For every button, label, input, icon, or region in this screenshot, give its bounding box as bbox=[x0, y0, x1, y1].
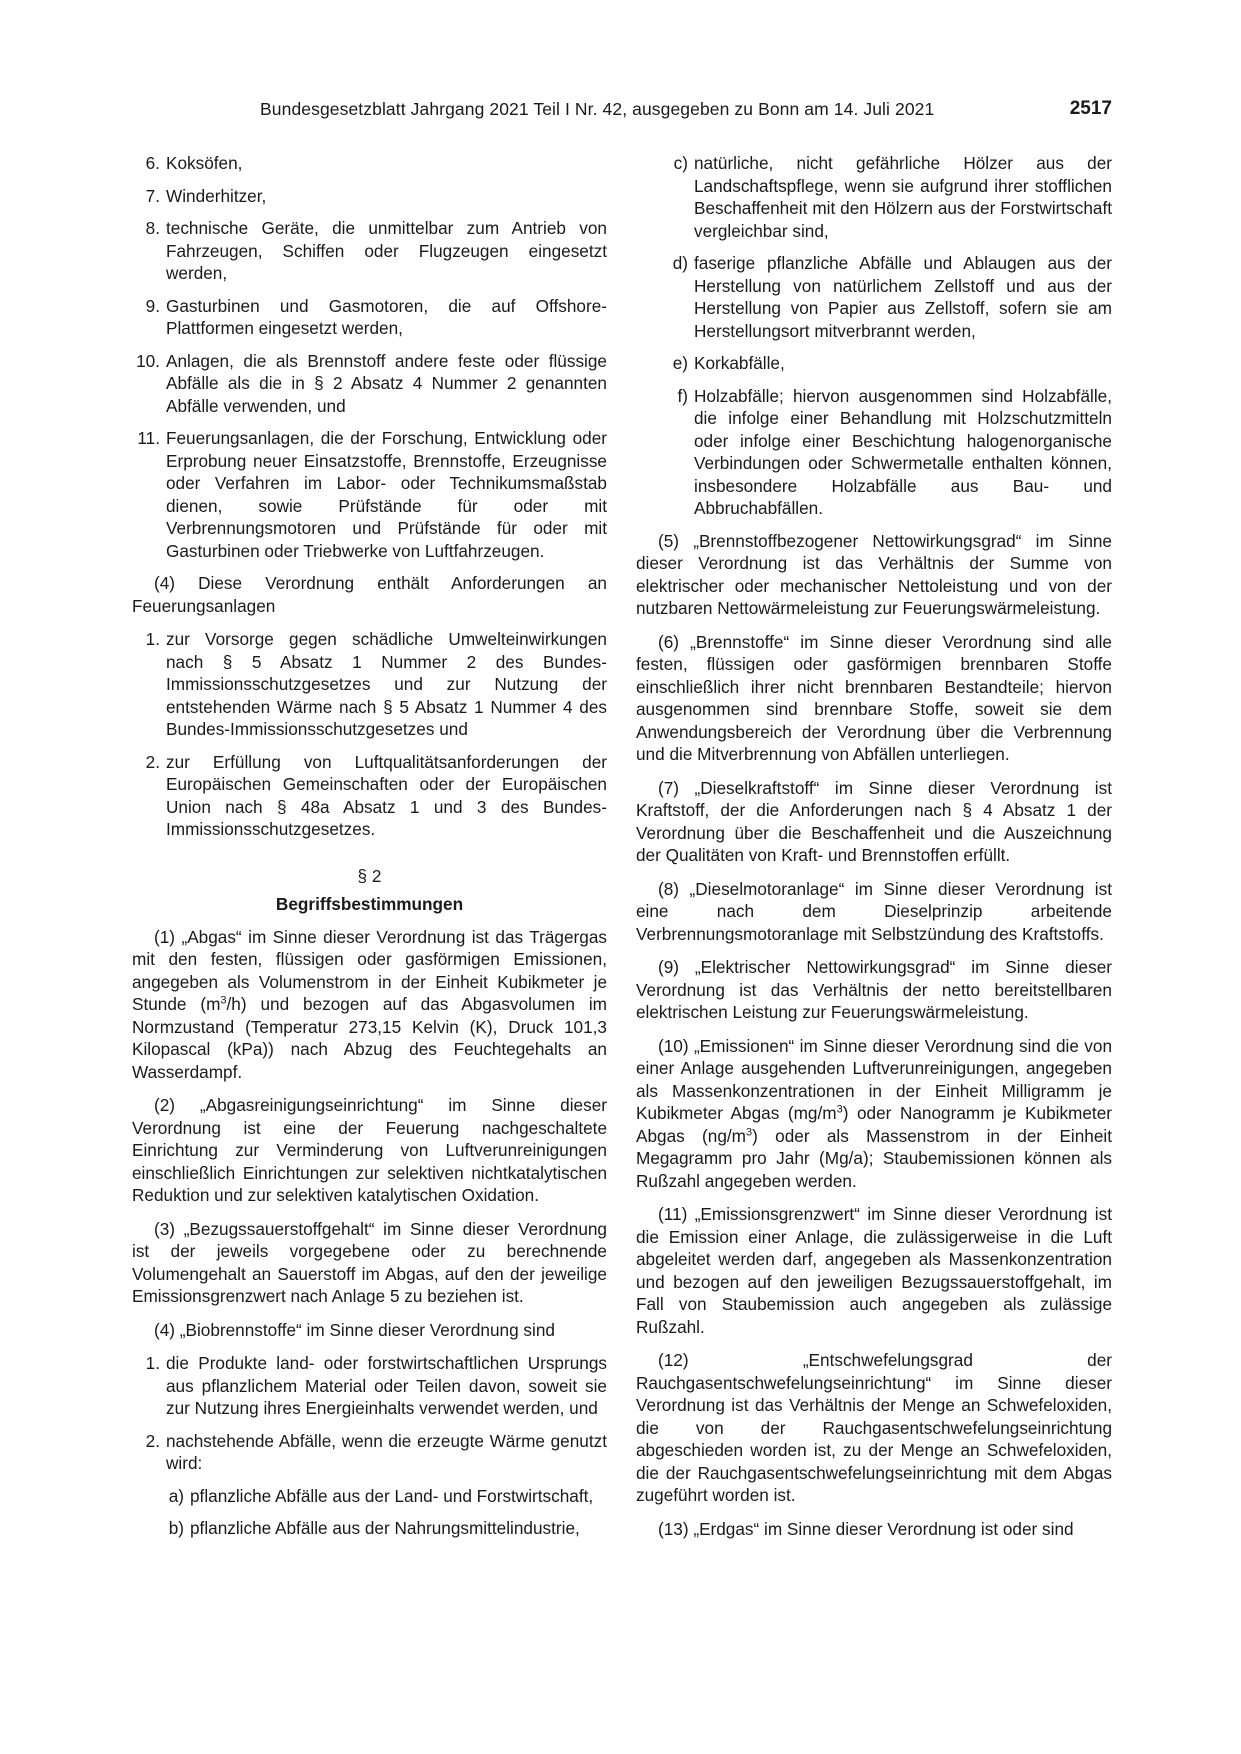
definition-2: (2) „Abgasreinigungseinrichtung“ im Sinne dieser Verordnung ist eine der Feuerung nachgeschaltete Einrichtung zur Verminderung von Luftverunreinigungen einschließlich Einrichtungen zur selektiven nichtkatalytischen Reduktion und zur selektiven katalytischen Oxidation. bbox=[132, 1095, 607, 1205]
list-item: 9. Gasturbinen und Gasmotoren, die auf Offshore-Plattformen eingesetzt werden, bbox=[145, 295, 607, 338]
list-requirements bbox=[132, 628, 607, 841]
definition-11: (11) „Emissionsgrenzwert“ im Sinne dieser Verordnung ist die Emission einer Anlage, die zulässigerweise in die Luft abgeleitet werden darf, angegeben als Massenkonzentration und bezogen auf den jeweiligen Bezugssauerstoffgehalt, im Fall von Staubemission auch angegeben als zulässige Rußzahl. bbox=[636, 1204, 1112, 1337]
definition-3: (3) „Bezugssauerstoffgehalt“ im Sinne dieser Verordnung ist der jeweils vorgegebene oder zu berechnende Volumengehalt an Sauerstoff im Abgas, auf den der jeweilige Emissionsgrenzwert nach Anlage 5 zu beziehen ist. bbox=[132, 1218, 607, 1306]
definition-7: (7) „Dieselkraftstoff“ im Sinne dieser Verordnung ist Kraftstoff, der die Anforderungen nach § 4 Absatz 1 der Verordnung über die Beschaffenheit und die Auszeichnung der Qualitäten von Kraft- und Brennstoffen erfüllt. bbox=[636, 777, 1112, 865]
list-item: 1. die Produkte land- oder forstwirtschaftlichen Ursprungs aus pflanzlichem Material oder Teilen davon, soweit sie zur Nutzung ihres Energieinhalts verwendet werden, und bbox=[145, 1353, 607, 1418]
list-item: 6. Koksöfen, bbox=[145, 153, 243, 173]
section-number: § 2 bbox=[357, 865, 382, 886]
running-header: Bundesgesetzblatt Jahrgang 2021 Teil I Nr. 42, ausgegeben zu Bonn am 14. Juli 2021 bbox=[260, 99, 935, 119]
definition-9: (9) „Elektrischer Nettowirkungsgrad“ im Sinne dieser Verordnung ist das Verhältnis der netto bereitstellbaren elektrischen Leistung zur Feuerungswärmeleistung. bbox=[636, 957, 1112, 1022]
definition-5: (5) „Brennstoffbezogener Nettowirkungsgrad“ im Sinne dieser Verordnung ist das Verhältnis der Summe von elektrischer oder mechanischer Nettoleistung und von der nutzbaren Nettowärmeleistung zur Feuerungswärmeleistung. bbox=[636, 530, 1112, 618]
list-item: 10. Anlagen, die als Brennstoff andere feste oder flüssige Abfälle als die in § 2 Absatz 4 Nummer 2 genannten Abfälle verwenden, und bbox=[136, 350, 607, 416]
list-biofuels bbox=[132, 1352, 607, 1540]
definition-6: (6) „Brennstoffe“ im Sinne dieser Verordnung sind alle festen, flüssigen oder gasförmigen brennbaren Stoffe einschließlich ihrer nicht brennbaren Bestandteile; hiervon ausgenommen sind brennbare Stoffe, soweit sie dem Anwendungsbereich der Verordnung über die Verbrennung und die Mitverbrennung von Abfällen unterliegen. bbox=[636, 631, 1112, 764]
definition-8: (8) „Dieselmotoranlage“ im Sinne dieser Verordnung ist eine nach dem Dieselprinzip arbeitende Verbrennungsmotoranlage mit Selbstzündung des Kraftstoffs. bbox=[636, 878, 1112, 944]
list-item: a) pflanzliche Abfälle aus der Land- und Forstwirtschaft, bbox=[168, 1485, 594, 1506]
section-title: Begriffsbestimmungen bbox=[275, 894, 464, 914]
list-item: 11. Feuerungsanlagen, die der Forschung, Entwicklung oder Erprobung neuer Einsatzstoffe, Brennstoffe, Erzeugnisse oder Verfahren im Labor- oder Technikumsmaßstab dienen, sowie Prüfstände für oder mit Verbrennungsmotoren und Prüfstände für oder mit Gasturbinen oder Triebwerke von Luftfahrzeugen. bbox=[137, 428, 607, 561]
list-exclusions bbox=[132, 152, 607, 562]
list-item: 8. technische Geräte, die unmittelbar zum Antrieb von Fahrzeugen, Schiffen oder Flugzeugen eingesetzt werden, bbox=[145, 218, 607, 283]
definition-1: (1) „Abgas“ im Sinne dieser Verordnung ist das Trägergas mit den festen, flüssigen oder gasförmigen Emissionen, angegeben als Volumenstrom in der Einheit Kubikmeter je Stunde $(m^3/h)$ und bezogen auf das Abgasvolumen im Normzustand (Temperatur 273,15 Kelvin (K), Druck 101,3 Kilopascal (kPa)) nach Abzug des Feuchtegehalts an Wasserdampf. bbox=[132, 926, 607, 1082]
definition-10: (10) „Emissionen“ im Sinne dieser Verordnung sind die von einer Anlage ausgehenden Luftverunreinigungen, angegeben als Massenkonzentrationen in der Einheit Milligramm je Kubikmeter Abgas $(mg/m^3)$ oder Nanogramm je Kubikmeter Abgas $(ng/m^3)$ oder als Massenstrom in der Einheit Megagramm pro Jahr (Mg/a); Staubemissionen können als Rußzahl angegeben werden. bbox=[636, 1035, 1112, 1191]
list-item: 2. zur Erfüllung von Luftqualitätsanforderungen der Europäischen Gemeinschaften oder der Europäischen Union nach § 48a Absatz 1 und 3 des Bundes-Immissionsschutzgesetzes. bbox=[145, 751, 607, 839]
list-item: b) pflanzliche Abfälle aus der Nahrungsmittelindustrie, bbox=[168, 1518, 580, 1538]
list-item: f) Holzabfälle; hiervon ausgenommen sind Holzabfälle, die infolge einer Behandlung mit Holzschutzmitteln oder infolge einer Beschichtung halogenorganische Verbindungen oder Schwermetalle enthalten können, insbesondere Holzabfälle aus Bau- und Abbruchabfällen. bbox=[677, 385, 1112, 518]
list-waste-types-cont bbox=[660, 152, 1112, 520]
list-item: d) faserige pflanzliche Abfälle und Ablaugen aus der Herstellung von natürlichem Zellstoff und aus der Herstellung von Papier aus Zellstoff, sofern sie am Herstellungsort mitverbrannt werden, bbox=[672, 253, 1112, 341]
left-column bbox=[132, 152, 607, 1550]
page-header bbox=[132, 99, 1112, 125]
list-item: 1. zur Vorsorge gegen schädliche Umwelteinwirkungen nach § 5 Absatz 1 Nummer 2 des Bundes-Immissionsschutzgesetzes und zur Nutzung der entstehenden Wärme nach § 5 Absatz 1 Nummer 4 des Bundes-Immissionsschutzgesetzes und bbox=[145, 629, 607, 739]
list-item: 2. nachstehende Abfälle, wenn die erzeugte Wärme genutzt wird: a) pflanzliche Abfälle aus der Land- und Forstwirtschaft, b) pflanzliche Abfälle aus der Nahrungsmittelindustrie, bbox=[145, 1430, 607, 1538]
list-item: e) Korkabfälle, bbox=[672, 353, 785, 373]
definition-12: (12) „Entschwefelungsgrad der Rauchgasentschwefelungseinrichtung“ im Sinne dieser Verordnung ist das Verhältnis der Menge an Schwefeloxiden, die von der Rauchgasentschwefelungseinrichtung abgeschieden worden ist, zu der Menge an Schwefeloxiden, die der Rauchgasentschwefelungseinrichtung mit dem Abgas zugeführt worden ist. bbox=[636, 1350, 1112, 1505]
list-waste-types bbox=[156, 1485, 607, 1540]
right-column bbox=[636, 152, 1112, 1551]
definition-4: (4) „Biobrennstoffe“ im Sinne dieser Verordnung sind bbox=[154, 1319, 555, 1340]
page-number: 2517 bbox=[1069, 98, 1112, 119]
list-item: c) natürliche, nicht gefährliche Hölzer aus der Landschaftspflege, wenn sie aufgrund ihrer stofflichen Beschaffenheit mit den Hölzern aus der Forstwirtschaft vergleichbar sind, bbox=[673, 153, 1112, 241]
definition-13: (13) „Erdgas“ im Sinne dieser Verordnung ist oder sind bbox=[658, 1518, 1074, 1539]
list-item: 7. Winderhitzer, bbox=[145, 185, 267, 206]
paragraph-4: (4) Diese Verordnung enthält Anforderungen an Feuerungsanlagen bbox=[132, 573, 607, 616]
